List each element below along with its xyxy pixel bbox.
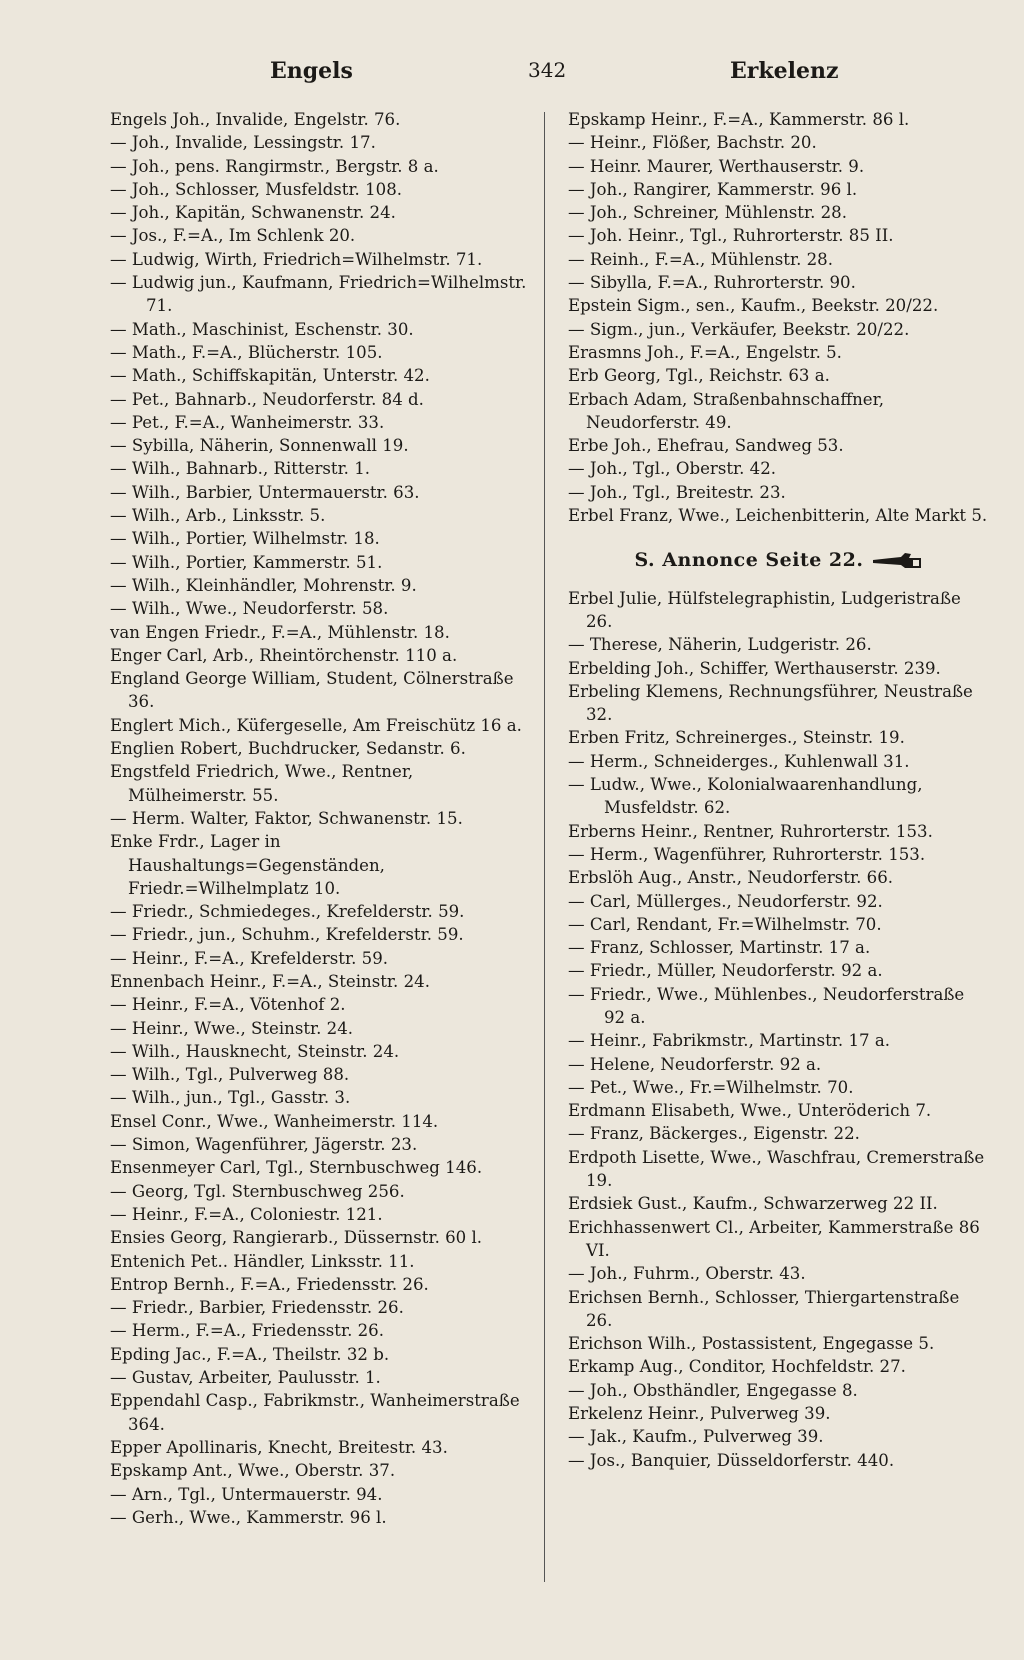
directory-entry: Erkelenz Heinr., Pulverweg 39. [568, 1404, 831, 1424]
directory-subentry: — Math., Schiffskapitän, Unterstr. 42. [110, 366, 430, 386]
directory-entry: Erkamp Aug., Conditor, Hochfeldstr. 27. [568, 1357, 906, 1377]
directory-subentry: — Herm., F.=A., Friedensstr. 26. [110, 1321, 385, 1341]
directory-subentry: — Arn., Tgl., Untermauerstr. 94. [110, 1484, 383, 1504]
directory-entry: Erbel Julie, Hülfstelegraphistin, Ludgeristraße 26. [568, 588, 961, 631]
directory-subentry: — Jos., Banquier, Düsseldorferstr. 440. [568, 1450, 895, 1470]
directory-entry: Epper Apollinaris, Knecht, Breitestr. 43. [110, 1437, 448, 1457]
directory-subentry: — Friedr., jun., Schuhm., Krefelderstr. 59. [110, 925, 464, 945]
directory-subentry: — Sybilla, Näherin, Sonnenwall 19. [110, 436, 409, 456]
right-column [568, 108, 990, 1472]
column-divider [544, 112, 545, 1582]
directory-entry: Erichsen Bernh., Schlosser, Thiergartenstraße 26. [568, 1287, 960, 1330]
directory-entry: Ensies Georg, Rangierarb., Düssernstr. 60 l. [110, 1228, 483, 1248]
directory-entry: Epskamp Heinr., F.=A., Kammerstr. 86 l. [568, 110, 910, 129]
directory-subentry: — Gerh., Wwe., Kammerstr. 96 l. [110, 1507, 387, 1527]
spacer [568, 527, 990, 545]
directory-entry: Erben Fritz, Schreinerges., Steinstr. 19. [568, 728, 905, 748]
directory-subentry: — Wilh., Barbier, Untermauerstr. 63. [110, 482, 420, 502]
pointing-hand-icon [871, 551, 923, 571]
directory-entry: Erbeling Klemens, Rechnungsführer, Neustraße 32. [568, 681, 973, 725]
directory-entry: Ennenbach Heinr., F.=A., Steinstr. 24. [110, 971, 430, 991]
directory-subentry: — Joh., Kapitän, Schwanenstr. 24. [110, 203, 396, 223]
directory-subentry: — Friedr., Wwe., Mühlenbes., Neudorferstraße 92 a. [568, 984, 965, 1027]
directory-entry: England George William, Student, Cölnerstraße 36. [110, 669, 514, 712]
directory-subentry: — Heinr., Wwe., Steinstr. 24. [110, 1018, 354, 1038]
directory-entry: Erasmns Joh., F.=A., Engelstr. 5. [568, 342, 842, 362]
directory-entry: Erbslöh Aug., Anstr., Neudorferstr. 66. [568, 868, 894, 888]
directory-subentry: — Gustav, Arbeiter, Paulusstr. 1. [110, 1368, 381, 1388]
directory-subentry: — Wilh., Bahnarb., Ritterstr. 1. [110, 459, 371, 479]
directory-subentry: — Jak., Kaufm., Pulverweg 39. [568, 1427, 824, 1447]
directory-subentry: — Joh., Tgl., Breitestr. 23. [568, 482, 786, 502]
directory-entry: Erbach Adam, Straßenbahnschaffner, Neudorferstr. 49. [568, 389, 885, 432]
directory-entry: Erichhassenwert Cl., Arbeiter, Kammerstraße 86 VI. [568, 1217, 980, 1260]
directory-subentry: — Friedr., Barbier, Friedensstr. 26. [110, 1298, 404, 1318]
directory-subentry: — Franz, Schlosser, Martinstr. 17 a. [568, 938, 871, 958]
directory-subentry: — Joh., Tgl., Oberstr. 42. [568, 459, 777, 479]
directory-subentry: — Sibylla, F.=A., Ruhrorterstr. 90. [568, 273, 856, 293]
directory-subentry: — Joh., pens. Rangirmstr., Bergstr. 8 a. [110, 156, 439, 176]
annonce-text: S. Annonce Seite 22. [634, 549, 864, 572]
directory-subentry: — Wilh., Arb., Linksstr. 5. [110, 506, 326, 526]
header-right-word: Erkelenz [730, 58, 839, 84]
directory-subentry: — Georg, Tgl. Sternbuschweg 256. [110, 1181, 405, 1201]
directory-entry: Entrop Bernh., F.=A., Friedensstr. 26. [110, 1274, 429, 1294]
directory-entry: Epstein Sigm., sen., Kaufm., Beekstr. 20/22. [568, 296, 939, 316]
directory-entry: Entenich Pet.. Händler, Linksstr. 11. [110, 1251, 415, 1271]
directory-subentry: — Joh., Fuhrm., Oberstr. 43. [568, 1264, 806, 1284]
directory-subentry: — Carl, Müllerges., Neudorferstr. 92. [568, 891, 883, 911]
directory-entry: Ensel Conr., Wwe., Wanheimerstr. 114. [110, 1111, 439, 1131]
directory-entry: Englien Robert, Buchdrucker, Sedanstr. 6. [110, 739, 466, 759]
directory-entry: Erberns Heinr., Rentner, Ruhrorterstr. 153. [568, 821, 933, 841]
directory-entry: Erdpoth Lisette, Wwe., Waschfrau, Cremerstraße 19. [568, 1147, 985, 1191]
directory-subentry: — Joh., Schreiner, Mühlenstr. 28. [568, 203, 848, 223]
directory-entry: Erbel Franz, Wwe., Leichenbitterin, Alte Markt 5. [568, 506, 988, 526]
page-header [0, 58, 1024, 92]
directory-entry: Epskamp Ant., Wwe., Oberstr. 37. [110, 1461, 396, 1481]
directory-subentry: — Wilh., Portier, Wilhelmstr. 18. [110, 529, 380, 549]
directory-entry: Erichson Wilh., Postassistent, Engegasse 5. [568, 1334, 935, 1354]
directory-subentry: — Heinr., Flößer, Bachstr. 20. [568, 133, 817, 153]
directory-subentry: — Joh. Heinr., Tgl., Ruhrorterstr. 85 II. [568, 226, 894, 246]
directory-subentry: — Pet., F.=A., Wanheimerstr. 33. [110, 412, 385, 432]
directory-subentry: — Pet., Bahnarb., Neudorferstr. 84 d. [110, 389, 424, 409]
directory-subentry: — Ludwig jun., Kaufmann, Friedrich=Wilhelmstr. 71. [110, 273, 527, 316]
directory-entry: Erdsiek Gust., Kaufm., Schwarzerweg 22 II. [568, 1194, 938, 1214]
directory-subentry: — Joh., Schlosser, Musfeldstr. 108. [110, 179, 403, 199]
annonce-reference [568, 549, 990, 572]
directory-subentry: — Heinr., F.=A., Krefelderstr. 59. [110, 948, 389, 968]
directory-subentry: — Therese, Näherin, Ludgeristr. 26. [568, 635, 872, 655]
directory-subentry: — Friedr., Müller, Neudorferstr. 92 a. [568, 961, 883, 981]
directory-subentry: — Franz, Bäckerges., Eigenstr. 22. [568, 1124, 860, 1144]
directory-subentry: — Herm., Wagenführer, Ruhrorterstr. 153. [568, 844, 926, 864]
directory-subentry: — Herm., Schneiderges., Kuhlenwall 31. [568, 751, 910, 771]
directory-entry: Englert Mich., Küfergeselle, Am Freischütz 16 a. [110, 715, 522, 735]
directory-subentry: — Jos., F.=A., Im Schlenk 20. [110, 226, 356, 246]
directory-subentry: — Carl, Rendant, Fr.=Wilhelmstr. 70. [568, 914, 882, 934]
directory-subentry: — Joh., Rangirer, Kammerstr. 96 l. [568, 179, 858, 199]
directory-subentry: — Wilh., Portier, Kammerstr. 51. [110, 552, 383, 572]
directory-subentry: — Wilh., Hausknecht, Steinstr. 24. [110, 1041, 400, 1061]
directory-subentry: — Simon, Wagenführer, Jägerstr. 23. [110, 1135, 418, 1155]
directory-entry: Epding Jac., F.=A., Theilstr. 32 b. [110, 1344, 390, 1364]
directory-subentry: — Math., Maschinist, Eschenstr. 30. [110, 319, 414, 339]
directory-entry: Enke Frdr., Lager in Haushaltungs=Gegenständen, Friedr.=Wilhelmplatz 10. [110, 832, 385, 898]
directory-subentry: — Friedr., Schmiedeges., Krefelderstr. 59. [110, 902, 465, 922]
directory-subentry: — Heinr., Fabrikmstr., Martinstr. 17 a. [568, 1031, 891, 1051]
directory-subentry: — Wilh., Kleinhändler, Mohrenstr. 9. [110, 575, 417, 595]
directory-subentry: — Ludwig, Wirth, Friedrich=Wilhelmstr. 71. [110, 249, 483, 269]
directory-subentry: — Reinh., F.=A., Mühlenstr. 28. [568, 249, 834, 269]
directory-subentry: — Sigm., jun., Verkäufer, Beekstr. 20/22. [568, 319, 910, 339]
directory-subentry: — Helene, Neudorferstr. 92 a. [568, 1054, 822, 1074]
left-column [110, 108, 528, 1529]
directory-subentry: — Joh., Invalide, Lessingstr. 17. [110, 133, 376, 153]
directory-entry: Engels Joh., Invalide, Engelstr. 76. [110, 110, 401, 129]
directory-subentry: — Joh., Obsthändler, Engegasse 8. [568, 1380, 858, 1400]
directory-subentry: — Heinr. Maurer, Werthauserstr. 9. [568, 156, 865, 176]
directory-entry: Eppendahl Casp., Fabrikmstr., Wanheimerstraße 364. [110, 1391, 520, 1434]
directory-subentry: — Wilh., jun., Tgl., Gasstr. 3. [110, 1088, 351, 1108]
directory-subentry: — Wilh., Wwe., Neudorferstr. 58. [110, 599, 389, 619]
directory-subentry: — Pet., Wwe., Fr.=Wilhelmstr. 70. [568, 1077, 854, 1097]
header-left-word: Engels [270, 58, 353, 84]
directory-subentry: — Wilh., Tgl., Pulverweg 88. [110, 1065, 350, 1085]
directory-subentry: — Math., F.=A., Blücherstr. 105. [110, 342, 383, 362]
directory-entry: Erdmann Elisabeth, Wwe., Unteröderich 7. [568, 1101, 932, 1121]
directory-entry: Enger Carl, Arb., Rheintörchenstr. 110 a. [110, 645, 458, 665]
directory-entry: Erbe Joh., Ehefrau, Sandweg 53. [568, 436, 844, 456]
directory-entry: Engstfeld Friedrich, Wwe., Rentner, Mülheimerstr. 55. [110, 762, 414, 805]
directory-subentry: — Herm. Walter, Faktor, Schwanenstr. 15. [110, 808, 463, 828]
page-number: 342 [528, 58, 567, 82]
directory-entry: Erb Georg, Tgl., Reichstr. 63 a. [568, 366, 830, 386]
directory-subentry: — Ludw., Wwe., Kolonialwaarenhandlung, Musfeldstr. 62. [568, 775, 923, 818]
directory-entry: van Engen Friedr., F.=A., Mühlenstr. 18. [110, 622, 450, 642]
directory-entry: Erbelding Joh., Schiffer, Werthauserstr. 239. [568, 658, 941, 678]
directory-subentry: — Heinr., F.=A., Vötenhof 2. [110, 995, 346, 1015]
directory-entry: Ensenmeyer Carl, Tgl., Sternbuschweg 146. [110, 1158, 483, 1178]
directory-subentry: — Heinr., F.=A., Coloniestr. 121. [110, 1204, 383, 1224]
